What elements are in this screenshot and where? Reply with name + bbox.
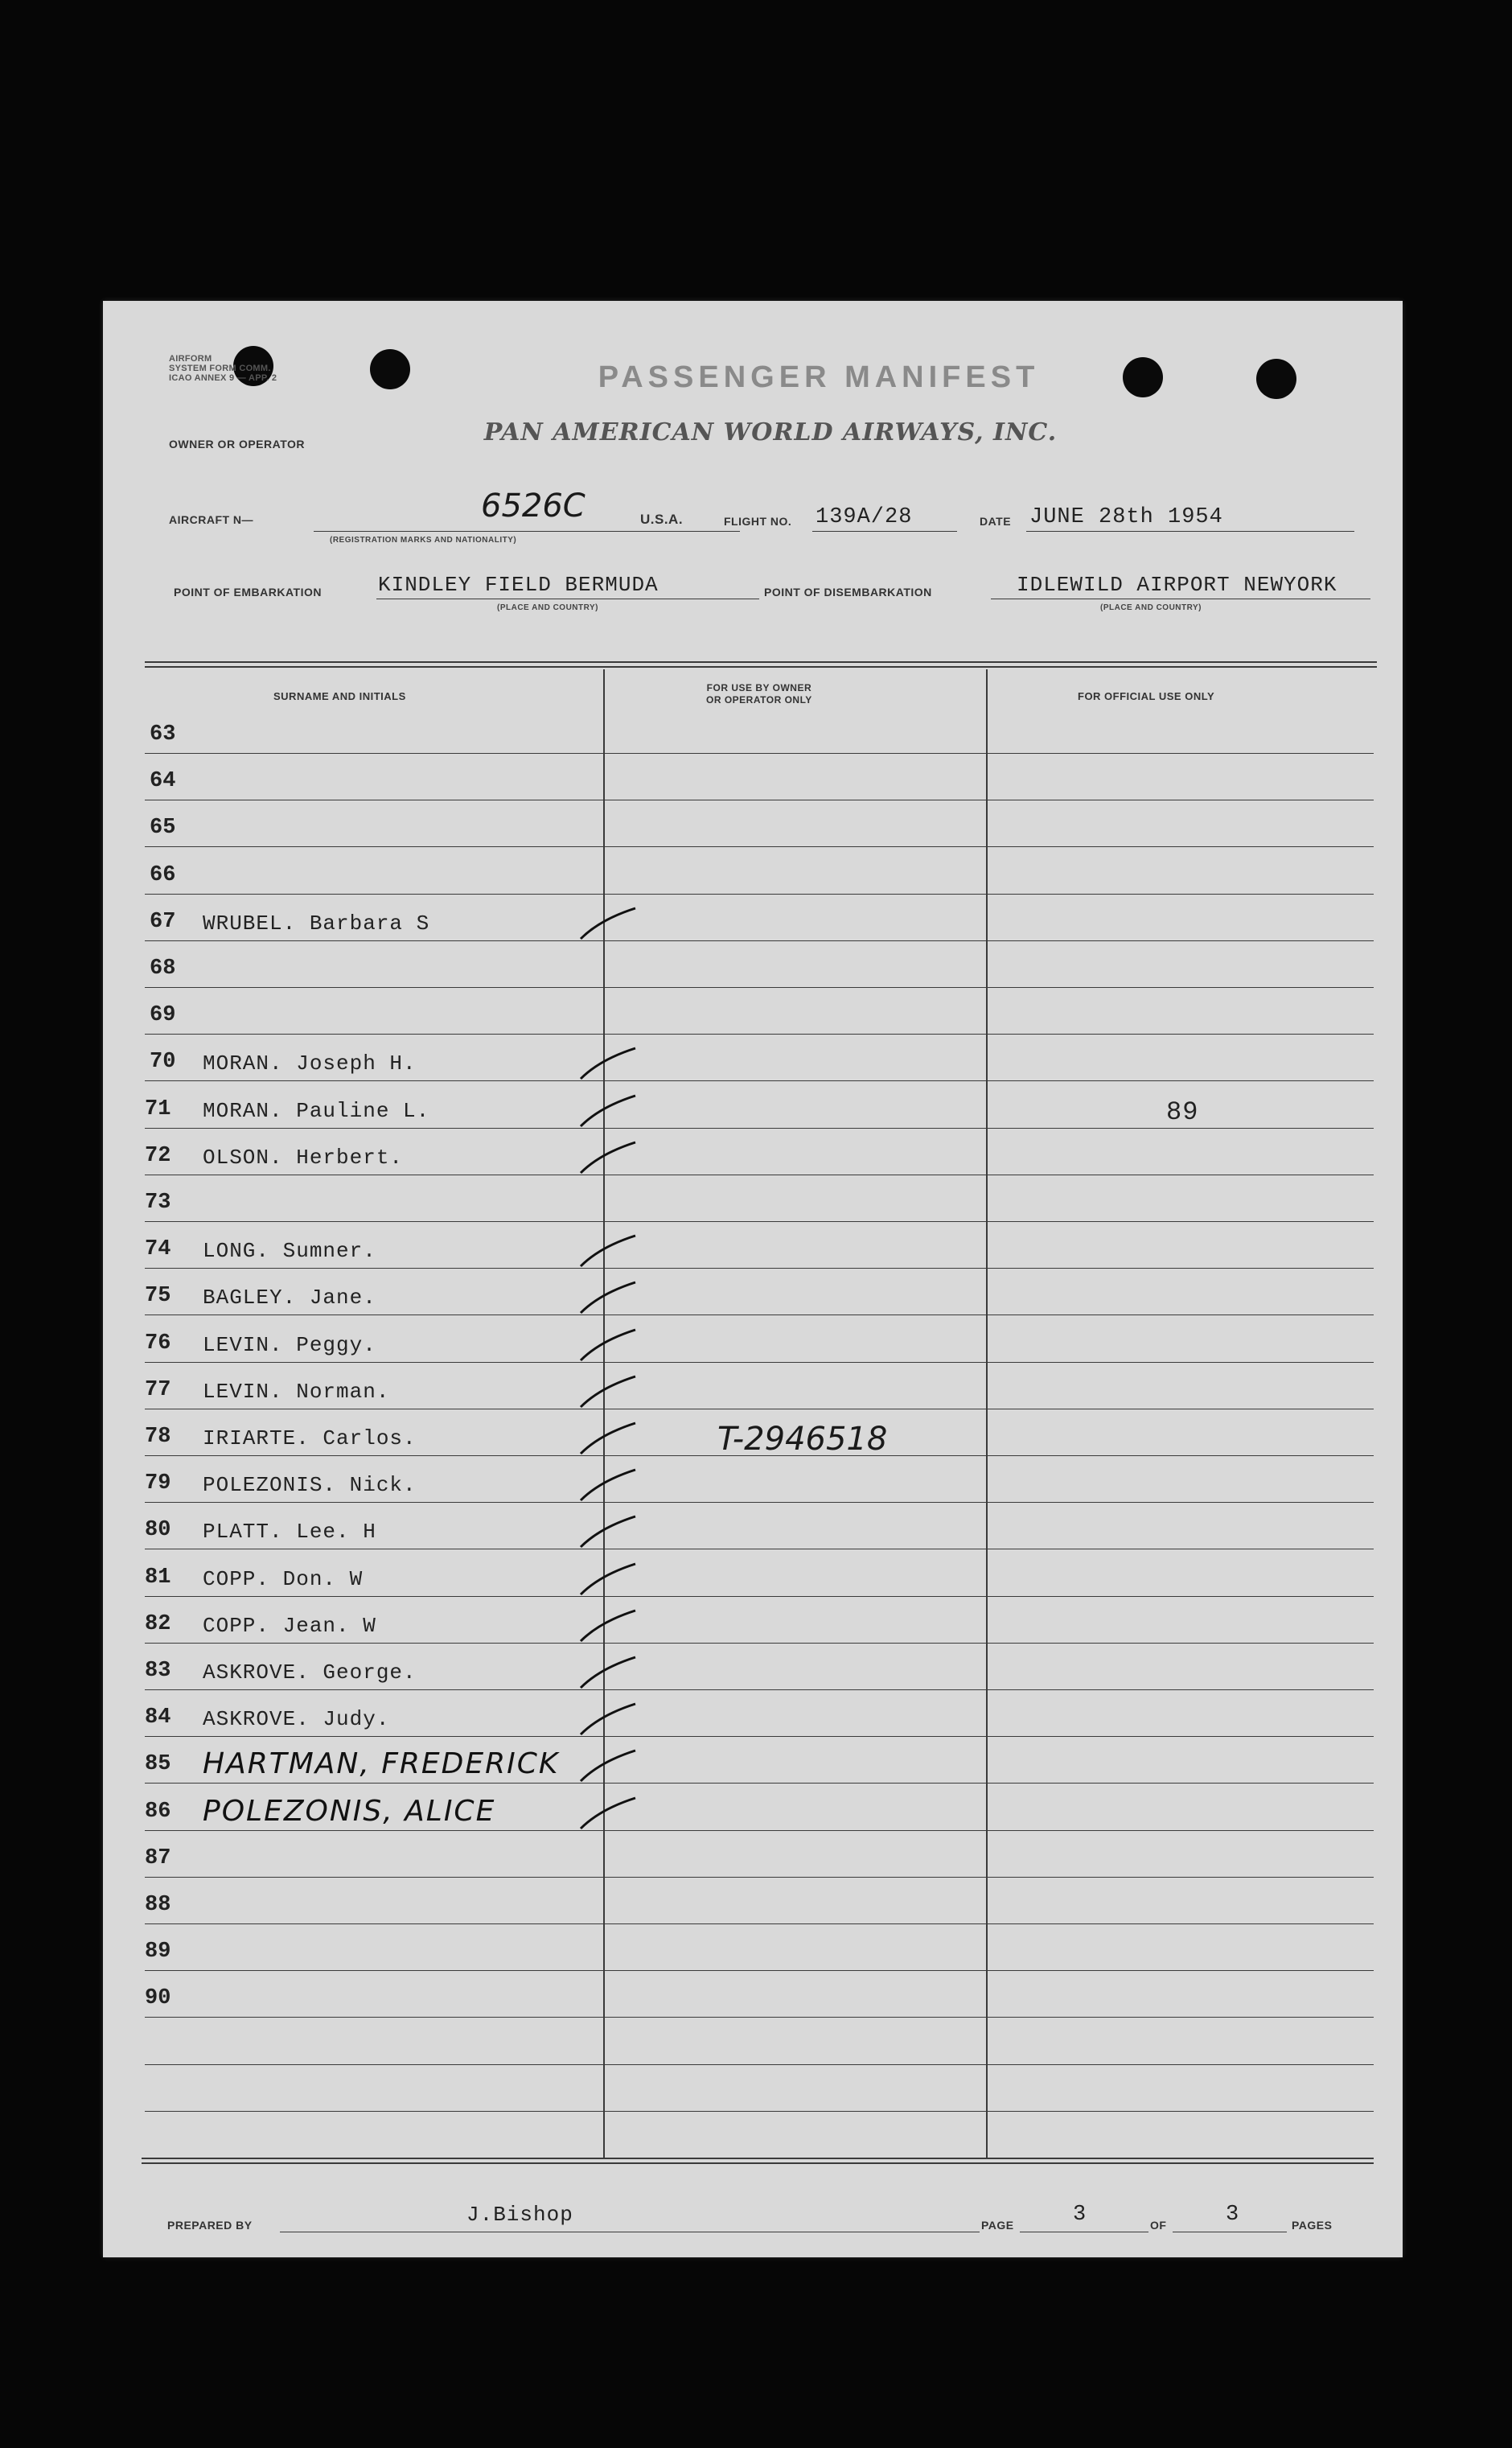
row-number: 88	[145, 1893, 171, 1917]
flight-date: JUNE 28th 1954	[1029, 505, 1223, 529]
row-number: 80	[145, 1518, 171, 1543]
row-rule	[145, 1970, 1374, 1971]
check-mark	[576, 1091, 640, 1131]
check-mark	[576, 1746, 640, 1786]
punch-hole	[1123, 357, 1163, 397]
check-mark	[576, 1325, 640, 1365]
pages-total: 3	[1226, 2203, 1240, 2227]
row-rule	[145, 1268, 1374, 1269]
check-mark	[576, 1372, 640, 1412]
row-number: 68	[150, 957, 176, 981]
manifest-sheet	[103, 301, 1403, 2257]
row-rule	[145, 894, 1374, 895]
passenger-name: LEVIN. Peggy.	[203, 1332, 376, 1357]
date-underline	[1026, 531, 1354, 532]
prepared-label: PREPARED BY	[167, 2219, 253, 2232]
row-rule	[145, 2064, 1374, 2065]
row-rule	[145, 1736, 1374, 1737]
row-rule	[145, 1128, 1374, 1129]
flight-underline	[812, 531, 957, 532]
row-rule	[145, 2111, 1374, 2112]
passenger-name: WRUBEL. Barbara S	[203, 911, 430, 936]
row-number: 85	[145, 1752, 171, 1777]
column-header-surname: SURNAME AND INITIALS	[273, 690, 406, 702]
aircraft-label: AIRCRAFT N—	[169, 513, 254, 526]
column-divider	[603, 669, 605, 2158]
nationality: U.S.A.	[640, 512, 684, 527]
passenger-name: ASKROVE. Judy.	[203, 1707, 390, 1732]
passenger-name: LONG. Sumner.	[203, 1239, 376, 1264]
row-number: 64	[150, 769, 176, 794]
official-note: 89	[1166, 1097, 1199, 1127]
table-top-rule	[145, 666, 1377, 668]
row-number: 77	[145, 1377, 171, 1402]
row-number: 81	[145, 1565, 171, 1590]
punch-hole	[370, 349, 410, 389]
passenger-name: IRIARTE. Carlos.	[203, 1426, 417, 1450]
passenger-name: LEVIN. Norman.	[203, 1379, 390, 1404]
row-rule	[145, 1080, 1374, 1081]
row-number: 87	[145, 1845, 171, 1870]
owner-label: OWNER OR OPERATOR	[169, 438, 305, 451]
row-number: 73	[145, 1191, 171, 1215]
row-number: 65	[150, 816, 176, 841]
row-rule	[145, 1596, 1374, 1597]
disembarkation-caption: (PLACE AND COUNTRY)	[1100, 603, 1202, 612]
row-rule	[145, 846, 1374, 847]
check-mark	[576, 1652, 640, 1693]
check-mark	[576, 1512, 640, 1552]
page-title: PASSENGER MANIFEST	[598, 360, 1040, 394]
passenger-name: MORAN. Pauline L.	[203, 1098, 430, 1123]
table-bottom-rule	[142, 2158, 1374, 2159]
check-mark	[576, 1231, 640, 1271]
row-rule	[145, 1502, 1374, 1503]
pages-label: PAGES	[1292, 2219, 1333, 2232]
date-label: DATE	[980, 515, 1012, 528]
row-number: 69	[150, 1003, 176, 1028]
row-rule	[145, 1034, 1374, 1035]
row-number: 67	[150, 909, 176, 934]
row-number: 75	[145, 1284, 171, 1309]
check-mark	[576, 903, 640, 944]
passenger-name: OLSON. Herbert.	[203, 1145, 404, 1170]
table-bottom-rule	[142, 2162, 1374, 2164]
row-rule	[145, 1830, 1374, 1831]
passenger-name: POLEZONIS. Nick.	[203, 1473, 417, 1498]
row-rule	[145, 2017, 1374, 2018]
flight-label: FLIGHT NO.	[724, 515, 792, 528]
disembarkation-place: IDLEWILD AIRPORT NEWYORK	[1017, 573, 1337, 597]
row-number: 84	[145, 1705, 171, 1730]
of-label: OF	[1150, 2219, 1167, 2232]
check-mark	[576, 1699, 640, 1739]
aircraft-number: 6526C	[481, 488, 585, 525]
row-rule	[145, 753, 1374, 754]
row-rule	[145, 1783, 1374, 1784]
row-number: 72	[145, 1143, 171, 1168]
row-number: 89	[145, 1940, 171, 1965]
page-number: 3	[1073, 2203, 1087, 2227]
owner-name: PAN AMERICAN WORLD AIRWAYS, INC.	[483, 418, 1058, 446]
check-mark	[576, 1043, 640, 1084]
flight-number: 139A/28	[816, 505, 913, 529]
row-rule	[145, 1362, 1374, 1363]
passenger-name: PLATT. Lee. H	[203, 1520, 376, 1545]
row-number: 83	[145, 1659, 171, 1683]
row-rule	[145, 1877, 1374, 1878]
check-mark	[576, 1559, 640, 1599]
row-number: 63	[150, 722, 176, 747]
row-number: 74	[145, 1237, 171, 1262]
passenger-name: POLEZONIS, ALICE	[203, 1794, 496, 1828]
embarkation-place: KINDLEY FIELD BERMUDA	[378, 573, 659, 597]
passenger-name: BAGLEY. Jane.	[203, 1286, 376, 1310]
row-rule	[145, 940, 1374, 941]
column-header-official: FOR OFFICIAL USE ONLY	[1078, 690, 1215, 702]
passenger-name: HARTMAN, FREDERICK	[203, 1747, 560, 1781]
punch-hole	[1256, 359, 1296, 399]
row-number: 70	[150, 1050, 176, 1075]
check-mark	[576, 1606, 640, 1646]
check-mark	[576, 1277, 640, 1318]
check-mark	[576, 1138, 640, 1178]
form-code: AIRFORM SYSTEM FORM COMM. ICAO ANNEX 9 — APP. 2	[169, 354, 277, 383]
row-number: 71	[145, 1096, 171, 1121]
passenger-name: ASKROVE. George.	[203, 1660, 417, 1685]
row-number: 79	[145, 1471, 171, 1496]
row-number: 76	[145, 1331, 171, 1356]
page-label: PAGE	[981, 2219, 1014, 2232]
row-number: 90	[145, 1986, 171, 2011]
row-number: 66	[150, 862, 176, 887]
prepared-by: J.Bishop	[466, 2203, 573, 2227]
embarkation-caption: (PLACE AND COUNTRY)	[497, 603, 598, 612]
row-number: 86	[145, 1799, 171, 1824]
column-header-owner-use: FOR USE BY OWNER OR OPERATOR ONLY	[706, 682, 812, 706]
row-rule	[145, 987, 1374, 988]
embarkation-label: POINT OF EMBARKATION	[174, 586, 322, 599]
row-number: 82	[145, 1611, 171, 1636]
row-rule	[145, 1221, 1374, 1222]
passenger-name: MORAN. Joseph H.	[203, 1051, 417, 1076]
registration-caption: (REGISTRATION MARKS AND NATIONALITY)	[330, 536, 517, 545]
disembarkation-label: POINT OF DISEMBARKATION	[764, 586, 932, 599]
passenger-name: COPP. Jean. W	[203, 1613, 376, 1638]
row-rule	[145, 1689, 1374, 1690]
row-rule	[145, 1923, 1374, 1924]
check-mark	[576, 1418, 640, 1459]
column-divider	[986, 669, 988, 2158]
row-number: 78	[145, 1425, 171, 1449]
owner-note: T-2946518	[717, 1421, 888, 1458]
check-mark	[576, 1465, 640, 1505]
aircraft-underline	[314, 531, 740, 532]
row-rule	[145, 1643, 1374, 1644]
table-top-rule	[145, 661, 1377, 663]
check-mark	[576, 1793, 640, 1833]
passenger-name: COPP. Don. W	[203, 1566, 364, 1591]
